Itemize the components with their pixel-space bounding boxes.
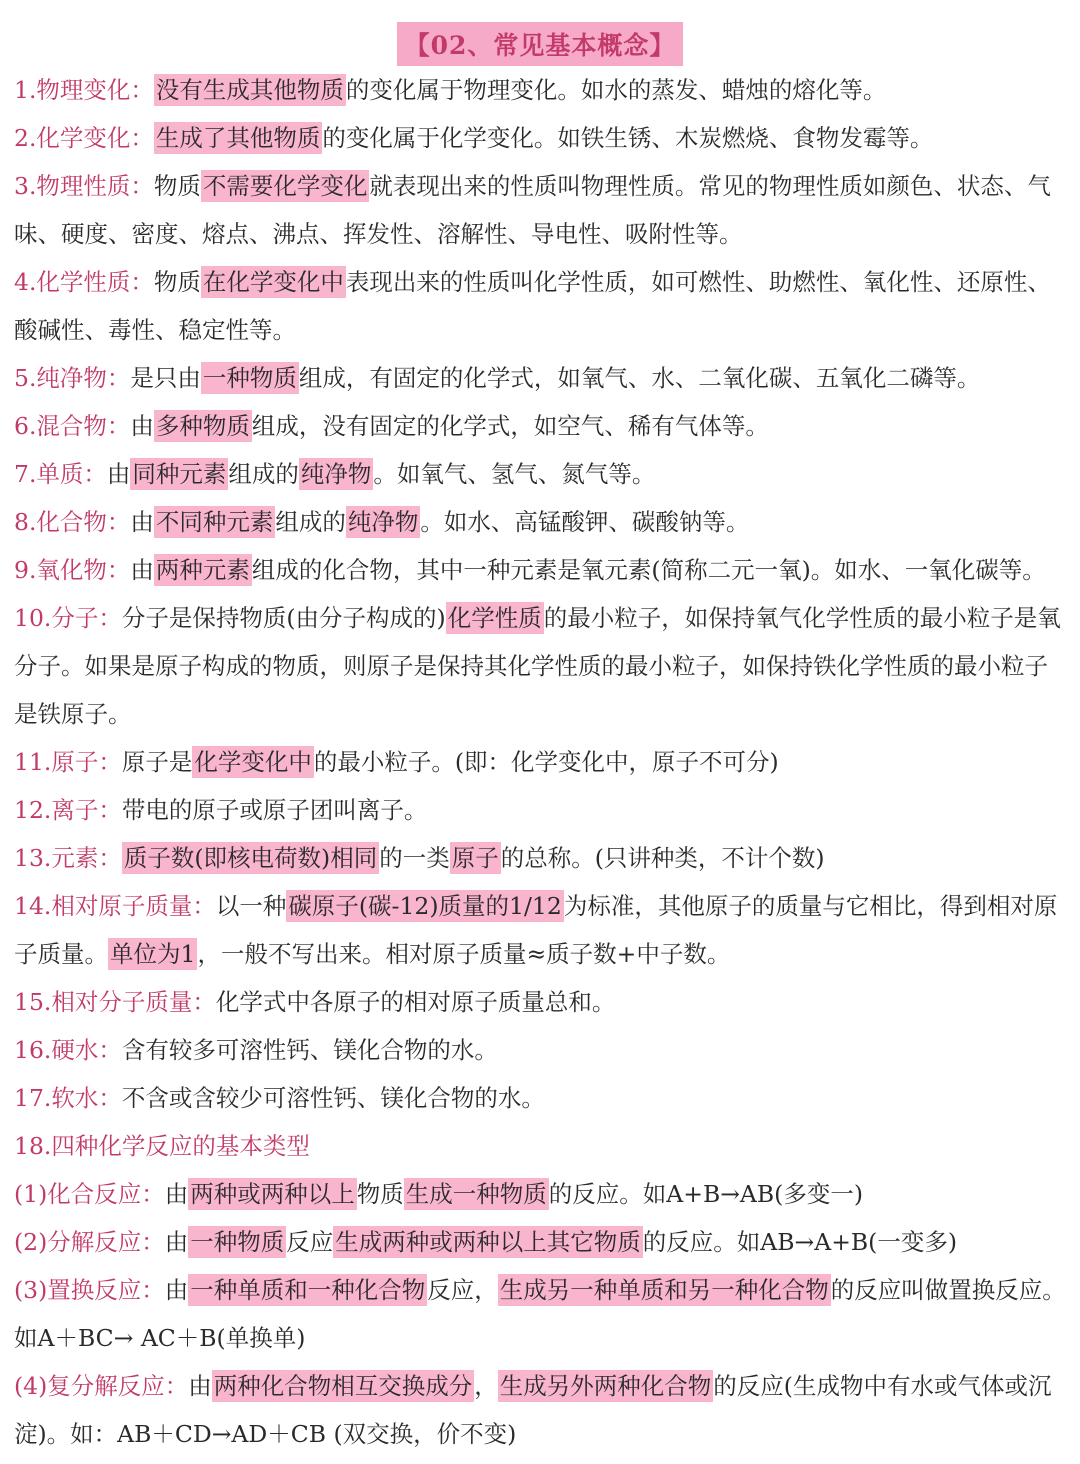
concept-text: 。如氧气、氢气、氮气等。 — [373, 460, 656, 488]
highlighted-text: 原子 — [451, 844, 499, 872]
concept-entry — [14, 1170, 1066, 1218]
highlighted-text: 生成一种物质 — [405, 1180, 547, 1208]
concept-text: 带电的原子或原子团叫离子。 — [121, 796, 428, 824]
concept-text: 物质 — [356, 1180, 404, 1208]
concept-text: 就表现出来的性质叫物理性质。常见的物理性质如颜色、状态、气味、硬度、密度、熔点、沸点、挥发性、溶解性、导电性、吸附性等。 — [14, 172, 1051, 248]
highlighted-text: 生成另一种单质和另一种化合物 — [499, 1276, 829, 1304]
concept-text: 以一种 — [215, 892, 287, 920]
concept-text: 由 — [130, 556, 154, 584]
concept-text: 物质 — [153, 172, 201, 200]
highlighted-text: 没有生成其他物质 — [155, 76, 344, 104]
concept-entry — [14, 114, 1066, 162]
highlighted-text: 一种物质 — [190, 1228, 285, 1256]
concept-text: 组成的 — [275, 508, 346, 536]
concept-term: (1)化合反应： — [14, 1180, 165, 1208]
concept-entry — [14, 1362, 1066, 1458]
concept-text: 原子是 — [121, 748, 193, 776]
concept-entry — [14, 738, 1066, 786]
concept-entry — [14, 1074, 1066, 1122]
concept-entry — [14, 834, 1066, 882]
highlighted-text: 不需要化学变化 — [202, 172, 368, 200]
concept-text: 反应， — [427, 1276, 498, 1304]
concept-text: 由 — [130, 412, 154, 440]
concept-entry — [14, 162, 1066, 258]
concept-entry — [14, 1026, 1066, 1074]
concept-text: 由 — [106, 460, 131, 488]
concept-term: 4.化学性质： — [14, 268, 154, 296]
concept-entry — [14, 1122, 1066, 1170]
concept-term: 9.氧化物： — [14, 556, 131, 584]
highlighted-text: 一种物质 — [202, 364, 297, 392]
highlighted-text: 两种化合物相互交换成分 — [213, 1372, 473, 1400]
concept-text: 的变化属于物理变化。如水的蒸发、蜡烛的熔化等。 — [345, 76, 887, 104]
highlighted-text: 两种或两种以上 — [190, 1180, 355, 1208]
concept-text: 的总称。(只讲种类，不计个数) — [500, 844, 825, 872]
concept-entry — [14, 978, 1066, 1026]
concept-text: ， — [474, 1372, 498, 1400]
concept-text: 是只由 — [130, 364, 201, 392]
concept-entry — [14, 882, 1066, 978]
highlighted-text: 化学变化中 — [194, 748, 312, 776]
concept-text: 由 — [164, 1180, 189, 1208]
concept-text: ，一般不写出来。相对原子质量≈质子数+中子数。 — [197, 940, 731, 968]
concept-term: 5.纯净物： — [14, 364, 131, 392]
concept-entry — [14, 498, 1066, 546]
concept-entry — [14, 546, 1066, 594]
concept-term: 15.相对分子质量： — [14, 988, 216, 1016]
highlighted-text: 不同种元素 — [155, 508, 274, 536]
concept-text: 由 — [130, 508, 154, 536]
concept-text: 由 — [188, 1372, 212, 1400]
concept-term: (4)复分解反应： — [14, 1372, 189, 1400]
concept-text: 为标准，其他原子的质量与它相比，得到相对原子质量。 — [14, 892, 1058, 968]
concept-text: 由 — [164, 1276, 189, 1304]
highlighted-text: 单位为1 — [110, 940, 196, 968]
concept-term: 1.物理变化： — [14, 76, 154, 104]
concept-term: 3.物理性质： — [14, 172, 154, 200]
highlighted-text: 质子数(即核电荷数)相同 — [123, 844, 378, 872]
highlighted-text: 纯净物 — [300, 460, 372, 488]
concept-entry — [14, 66, 1066, 114]
concept-entry — [14, 1218, 1066, 1266]
concept-text: 分子是保持物质(由分子构成的) — [121, 604, 446, 632]
concept-text: 物质 — [153, 268, 201, 296]
concept-text: 不含或含较少可溶性钙、镁化合物的水。 — [121, 1084, 545, 1112]
title-container — [0, 22, 1080, 66]
concept-term: 16.硬水： — [14, 1036, 122, 1064]
concept-text: 的反应(生成物中有水或气体或沉淀)。如：AB＋CD→AD＋CB (双交换，价不变) — [14, 1372, 1052, 1448]
concept-term: 6.混合物： — [14, 412, 131, 440]
highlighted-text: 多种物质 — [155, 412, 250, 440]
concept-term: 2.化学变化： — [14, 124, 154, 152]
concept-term: 18.四种化学反应的基本类型 — [14, 1132, 310, 1160]
concept-text: 化学式中各原子的相对原子质量总和。 — [215, 988, 616, 1016]
concept-entry — [14, 354, 1066, 402]
concept-text: 组成的化合物，其中一种元素是氧元素(简称二元一氧)。如水、一氧化碳等。 — [251, 556, 1046, 584]
concept-entry — [14, 258, 1066, 354]
concept-text: 由 — [164, 1228, 189, 1256]
concept-entry — [14, 1266, 1066, 1362]
highlighted-text: 生成另外两种化合物 — [499, 1372, 712, 1400]
highlighted-text: 在化学变化中 — [202, 268, 344, 296]
highlighted-text: 化学性质 — [447, 604, 542, 632]
concept-term: 14.相对原子质量： — [14, 892, 216, 920]
concept-text: 的最小粒子，如保持氧气化学性质的最小粒子是氧分子。如果是原子构成的物质，则原子是保持其化学性质的最小粒子，如保持铁化学性质的最小粒子是铁原子。 — [14, 604, 1061, 728]
concept-entry — [14, 450, 1066, 498]
concept-text: 组成，有固定的化学式，如氧气、水、二氧化碳、五氧化二磷等。 — [298, 364, 981, 392]
concept-term: (3)置换反应： — [14, 1276, 165, 1304]
concept-text: 组成，没有固定的化学式，如空气、稀有气体等。 — [251, 412, 769, 440]
concept-text: 组成的 — [228, 460, 299, 488]
concept-term: 7.单质： — [14, 460, 107, 488]
highlighted-text: 两种元素 — [155, 556, 250, 584]
concept-text: 的反应。如AB→A+B(一变多) — [642, 1228, 957, 1256]
concept-term: 12.离子： — [14, 796, 122, 824]
highlighted-text: 生成了其他物质 — [155, 124, 321, 152]
concept-text: 表现出来的性质叫化学性质，如可燃性、助燃性、氧化性、还原性、酸碱性、毒性、稳定性等。 — [14, 268, 1051, 344]
page-title: 【02、常见基本概念】 — [397, 22, 684, 66]
highlighted-text: 碳原子(碳-12)质量的1/12 — [288, 892, 562, 920]
concept-term: 11.原子： — [14, 748, 122, 776]
highlighted-text: 同种元素 — [132, 460, 227, 488]
highlighted-text: 纯净物 — [347, 508, 419, 536]
concept-entry — [14, 402, 1066, 450]
concept-text: 的反应。如A+B→AB(多变一) — [548, 1180, 863, 1208]
concept-text: 反应 — [286, 1228, 334, 1256]
concept-entry — [14, 786, 1066, 834]
concept-text: 含有较多可溶性钙、镁化合物的水。 — [121, 1036, 498, 1064]
concept-text: 。如水、高锰酸钾、碳酸钠等。 — [420, 508, 750, 536]
concept-term: 8.化合物： — [14, 508, 131, 536]
concept-text: 的最小粒子。(即：化学变化中，原子不可分) — [313, 748, 779, 776]
concept-term: 10.分子： — [14, 604, 122, 632]
concept-entry — [14, 594, 1066, 738]
concept-text: 的反应叫做置换反应。如A＋BC→ AC＋B(单换单) — [14, 1276, 1066, 1352]
concept-text: 的变化属于化学变化。如铁生锈、木炭燃烧、食物发霉等。 — [322, 124, 934, 152]
concept-term: 17.软水： — [14, 1084, 122, 1112]
highlighted-text: 生成两种或两种以上其它物质 — [335, 1228, 641, 1256]
concept-term: 13.元素： — [14, 844, 122, 872]
concept-term: (2)分解反应： — [14, 1228, 165, 1256]
concept-text: 的一类 — [379, 844, 450, 872]
highlighted-text: 一种单质和一种化合物 — [190, 1276, 426, 1304]
